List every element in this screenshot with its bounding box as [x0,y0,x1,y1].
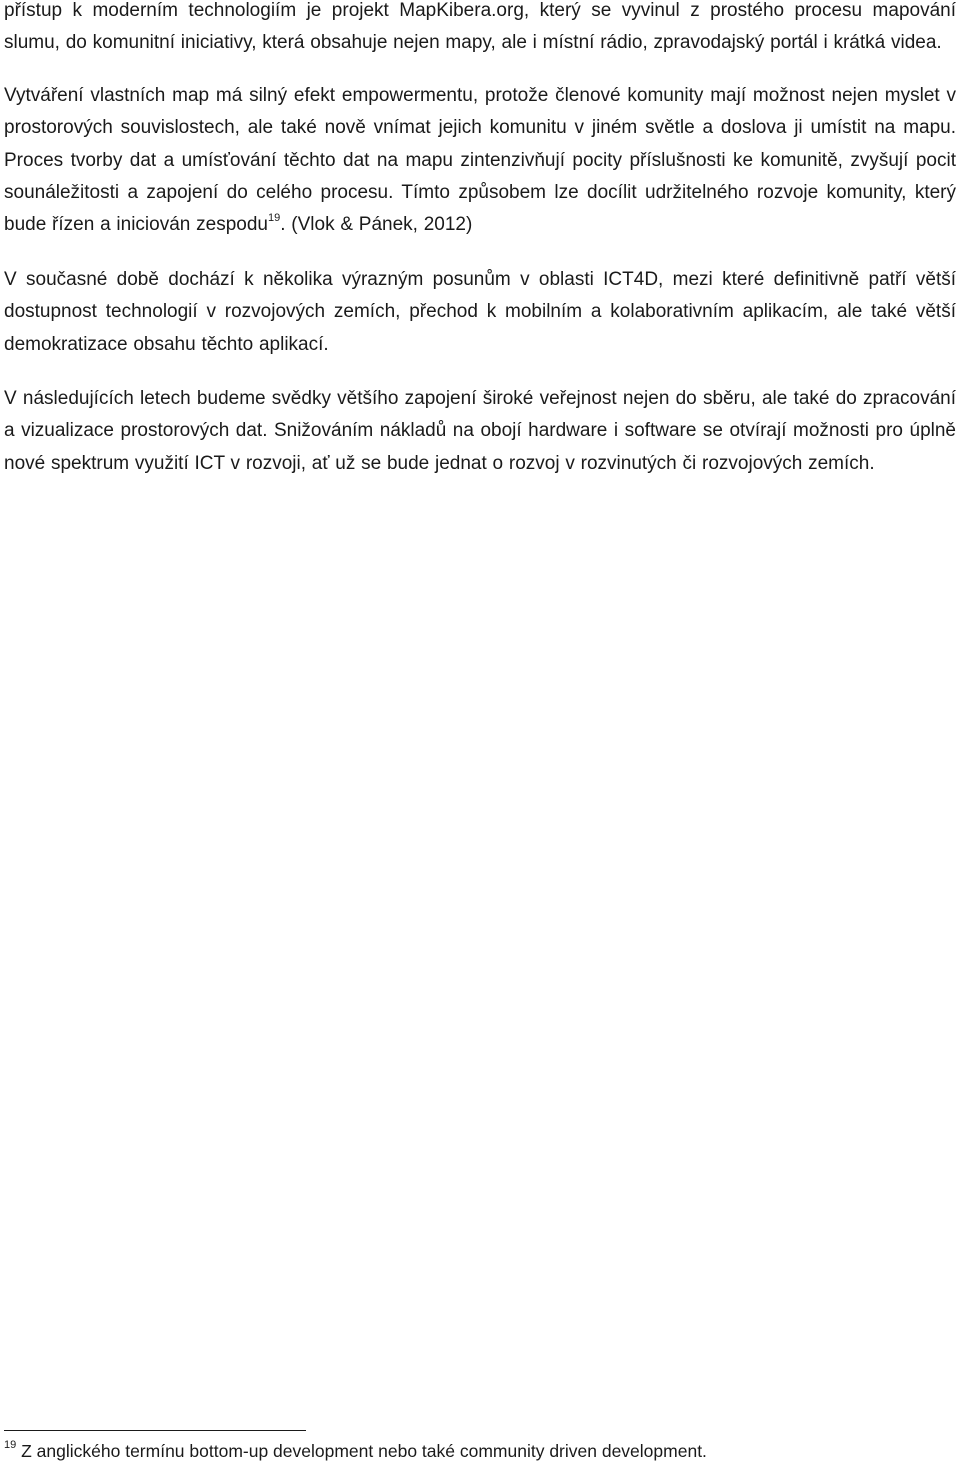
paragraph-text: V následujících letech budeme svědky většího zapojení široké veřejnost nejen do sběru, ale také do zpracování a vizualizace prostorových dat. Snižováním nákladů na obojí hardware i software se otvírají možnosti pro úplně nové spektrum využití ICT v rozvoji, ať už se bude jednat o rozvoj v rozvinutých či rozvojových zemích. [4,388,956,474]
footnote [4,1439,944,1463]
paragraph-text: Vytváření vlastních map má silný efekt empowermentu, protože členové komunity mají možnost nejen myslet v prostorových souvislostech, ale také nově vnímat jejich komunitu v jiném světle a doslova ji umístit na mapu. Proces tvorby dat a umísťování těchto dat na mapu zintenzivňují pocity příslušnosti ke komunitě, zvyšují pocit sounáležitosti a zapojení do celého procesu. Tímto způsobem lze docílit udržitelného rozvoje komunity, který bude řízen a iniciován zespodu [4,84,956,236]
paragraph-text: V současné době dochází k několika výrazným posunům v oblasti ICT4D, mezi které definitivně patří větší dostupnost technologií v rozvojových zemích, přechod k mobilním a kolaborativním aplikacím, ale také větší demokratizace obsahu těchto aplikací. [4,268,956,355]
paragraph-ict4d-shifts [4,264,956,361]
footnote-number: 19 [4,1439,17,1451]
paragraph-mapkibera [4,0,956,60]
paragraph-text: přístup k moderním technologiím je projekt MapKibera.org, který se vyvinul z prostého procesu mapování slumu, do komunitní iniciativy, která obsahuje nejen mapy, ale i místní rádio, zpravodajský portál i krátká videa. [4,0,956,54]
paragraph-future-participation [4,383,956,480]
footnote-reference[interactable]: 19 [267,212,281,225]
paragraph-text-after: . (Vlok & Pánek, 2012) [280,214,473,236]
footnote-text: Z anglického termínu bottom-up development nebo také community driven development. [21,1441,707,1461]
footnote-separator [4,1430,306,1431]
document-page [4,0,956,480]
paragraph-empowerment [4,80,956,242]
